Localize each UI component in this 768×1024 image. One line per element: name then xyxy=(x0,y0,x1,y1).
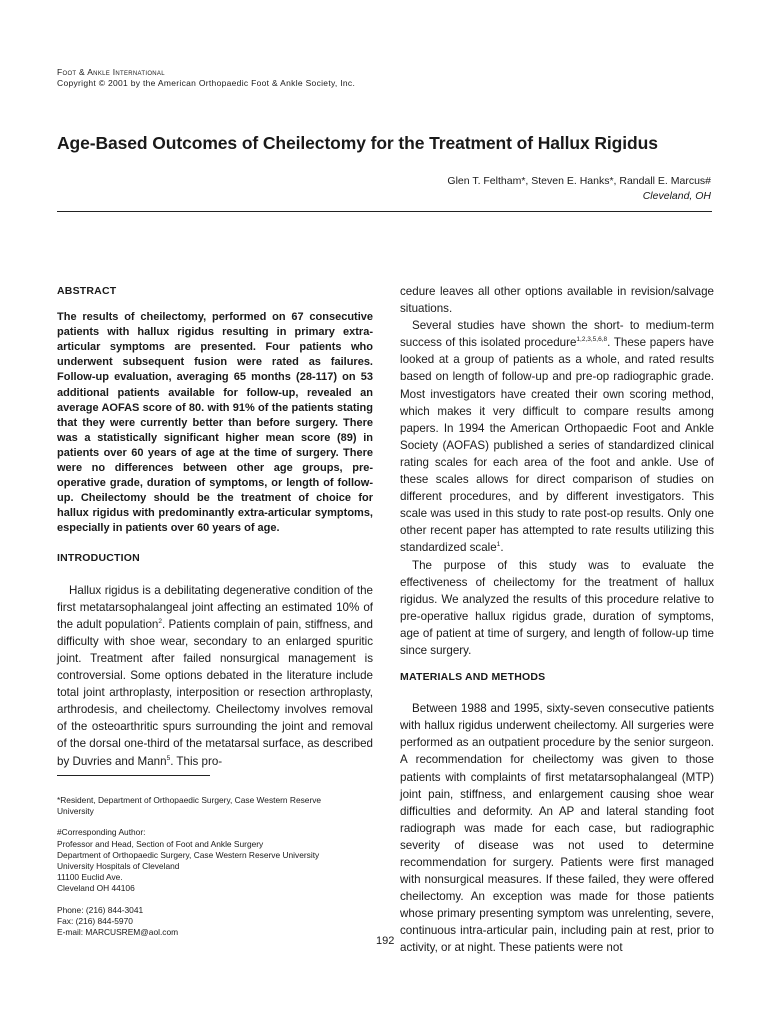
copyright-line: Copyright © 2001 by the American Orthopaedic Foot & Ankle Society, Inc. xyxy=(57,77,356,88)
citation-marker: 1 xyxy=(496,541,501,549)
citation-marker: 5 xyxy=(166,754,171,762)
intro-paragraph-2 xyxy=(400,317,714,556)
abstract-heading: ABSTRACT xyxy=(57,285,117,297)
footnote-resident: *Resident, Department of Orthopaedic Surgery, Case Western Reserve University xyxy=(57,795,322,817)
footnote-corr-line: 11100 Euclid Ave. xyxy=(57,872,123,883)
footnote-phone: Phone: (216) 844-3041 xyxy=(57,904,144,915)
intro-paragraph-3: The purpose of this study was to evaluate the effectiveness of cheilectomy for the treatment of hallux rigidus. We analyzed the results of this procedure relative to pre-operative hallux rigidus grade, duration of symptoms, age of patient at time of surgery, and length of follow-up time since surgery. xyxy=(400,558,714,657)
article-title: Age-Based Outcomes of Cheilectomy for the Treatment of Hallux Rigidus xyxy=(57,133,658,153)
author-location: Cleveland, OH xyxy=(642,189,711,202)
intro-paragraph-1 xyxy=(57,582,373,770)
intro-p2-text-c: . xyxy=(500,541,504,555)
footnote-corresponding xyxy=(57,827,357,894)
abstract-text: The results of cheilectomy, performed on 67 consecutive patients with hallux rigidus resulting in primary extra-articular symptoms are presented. Four patients who underwent subsequent fusion were rated as failures. Follow-up evaluation, averaging 65 months (28-117) on 53 additional patients available for follow-up, revealed an average AOFAS score of 80. with 91% of the patients stating that they were currently better than before surgery. There was a statistically significant higher mean score (89) in patients over 60 years of age at the time of surgery. There were no differences between other age groups, pre-operative grade, duration of symptoms, or length of follow-up. Cheilectomy should be the treatment of choice for hallux rigidus with predominantly extra-articular symptoms, especially in patients over 60 years of age. xyxy=(57,311,373,535)
introduction-heading: INTRODUCTION xyxy=(57,551,140,564)
footnote-corr-line: Cleveland OH 44106 xyxy=(57,883,135,894)
intro-paragraph-1-continued: cedure leaves all other options available in revision/salvage situations. xyxy=(400,285,714,316)
journal-name: Foot & Ankle International xyxy=(57,67,165,77)
journal-header xyxy=(57,67,355,88)
footnote-email: E-mail: MARCUSREM@aol.com xyxy=(57,927,179,938)
intro-p2-text-a: Several studies have shown the short- to medium-term success of this isolated procedure xyxy=(400,319,714,350)
left-column xyxy=(57,283,373,770)
methods-heading: MATERIALS AND METHODS xyxy=(400,671,546,684)
title-divider xyxy=(57,211,712,212)
methods-paragraph-1: Between 1988 and 1995, sixty-seven consecutive patients with hallux rigidus underwent cheilectomy. All surgeries were performed as an outpatient procedure by the senior surgeon. A recommendation for cheilectomy was given to those patients with complaints of first metatarsophalangeal (MTP) joint pain, stiffness, and enlargement causing shoe wear difficulties and deformity. An AP and lateral standing foot radiograph was made for each case, but radiographic severity of disease was not used to determine recommendation for surgery. Patients were first managed with nonsurgical measures. If these failed, they were offered cheilectomy. An exception was made for those patients whose primary presenting symptom was unrelenting, severe, continuous intra-articular pain, including pain at rest, prior to activity, or at night. These patients were not xyxy=(400,702,714,955)
footnote-corr-line: Department of Orthopaedic Surgery, Case Western Reserve University xyxy=(57,849,320,860)
footnote-divider xyxy=(57,775,210,776)
footnote-contact xyxy=(57,905,357,939)
citation-marker: 1,2,3,5,6,8 xyxy=(576,336,608,344)
footnote-fax: Fax: (216) 844-5970 xyxy=(57,915,133,926)
citation-marker: 2 xyxy=(158,617,162,625)
page-number: 192 xyxy=(376,935,395,947)
footnote-corr-line: Professor and Head, Section of Foot and Ankle Surgery xyxy=(57,838,264,849)
footnote-corr-label: #Corresponding Author: xyxy=(57,827,146,838)
author-block xyxy=(447,174,711,203)
intro-p2-text-b: . These papers have looked at a group of patients as a whole, and rated results based on length of follow-up and pre-op radiographic grade. Most investigators have created their own scoring method, which makes it very difficult to compare results among papers. In 1994 the American Orthopaedic Foot and Ankle Society (AOFAS) published a series of standardized clinical rating scales for each area of the foot and ankle. Use of these scales allows for direct comparison of studies on different procedures, and by different investigators. This scale was used in this study to rate post-op results. Only one other recent paper has attempted to rate results utilizing this standardized scale xyxy=(400,336,714,555)
right-column xyxy=(400,283,714,957)
intro-p1-text-b: . Patients complain of pain, stiffness, and difficulty with shoe wear, secondary to an enlarged spuritic joint. Treatment after failed nonsurgical management is controversial. Some options debated in the literature include total joint arthroplasty, interposition or resection arthroplasty, arthrodesis, and cheilectomy. Cheilectomy involves removal of the osteoarthritic spurs surrounding the joint and removal of the dorsal one-third of the metatarsal surface, as described by Duvries and Mann xyxy=(57,617,373,768)
footnote-corr-line: University Hospitals of Cleveland xyxy=(57,861,180,872)
intro-p1-text-a: Hallux rigidus is a debilitating degenerative condition of the first metatarsophalangeal joint affecting an estimated 10% of the adult population xyxy=(57,583,373,631)
footnotes xyxy=(57,795,357,938)
author-list: Glen T. Feltham*, Steven E. Hanks*, Randall E. Marcus# xyxy=(447,175,711,187)
intro-p1-text-c: . This pro- xyxy=(170,754,223,768)
